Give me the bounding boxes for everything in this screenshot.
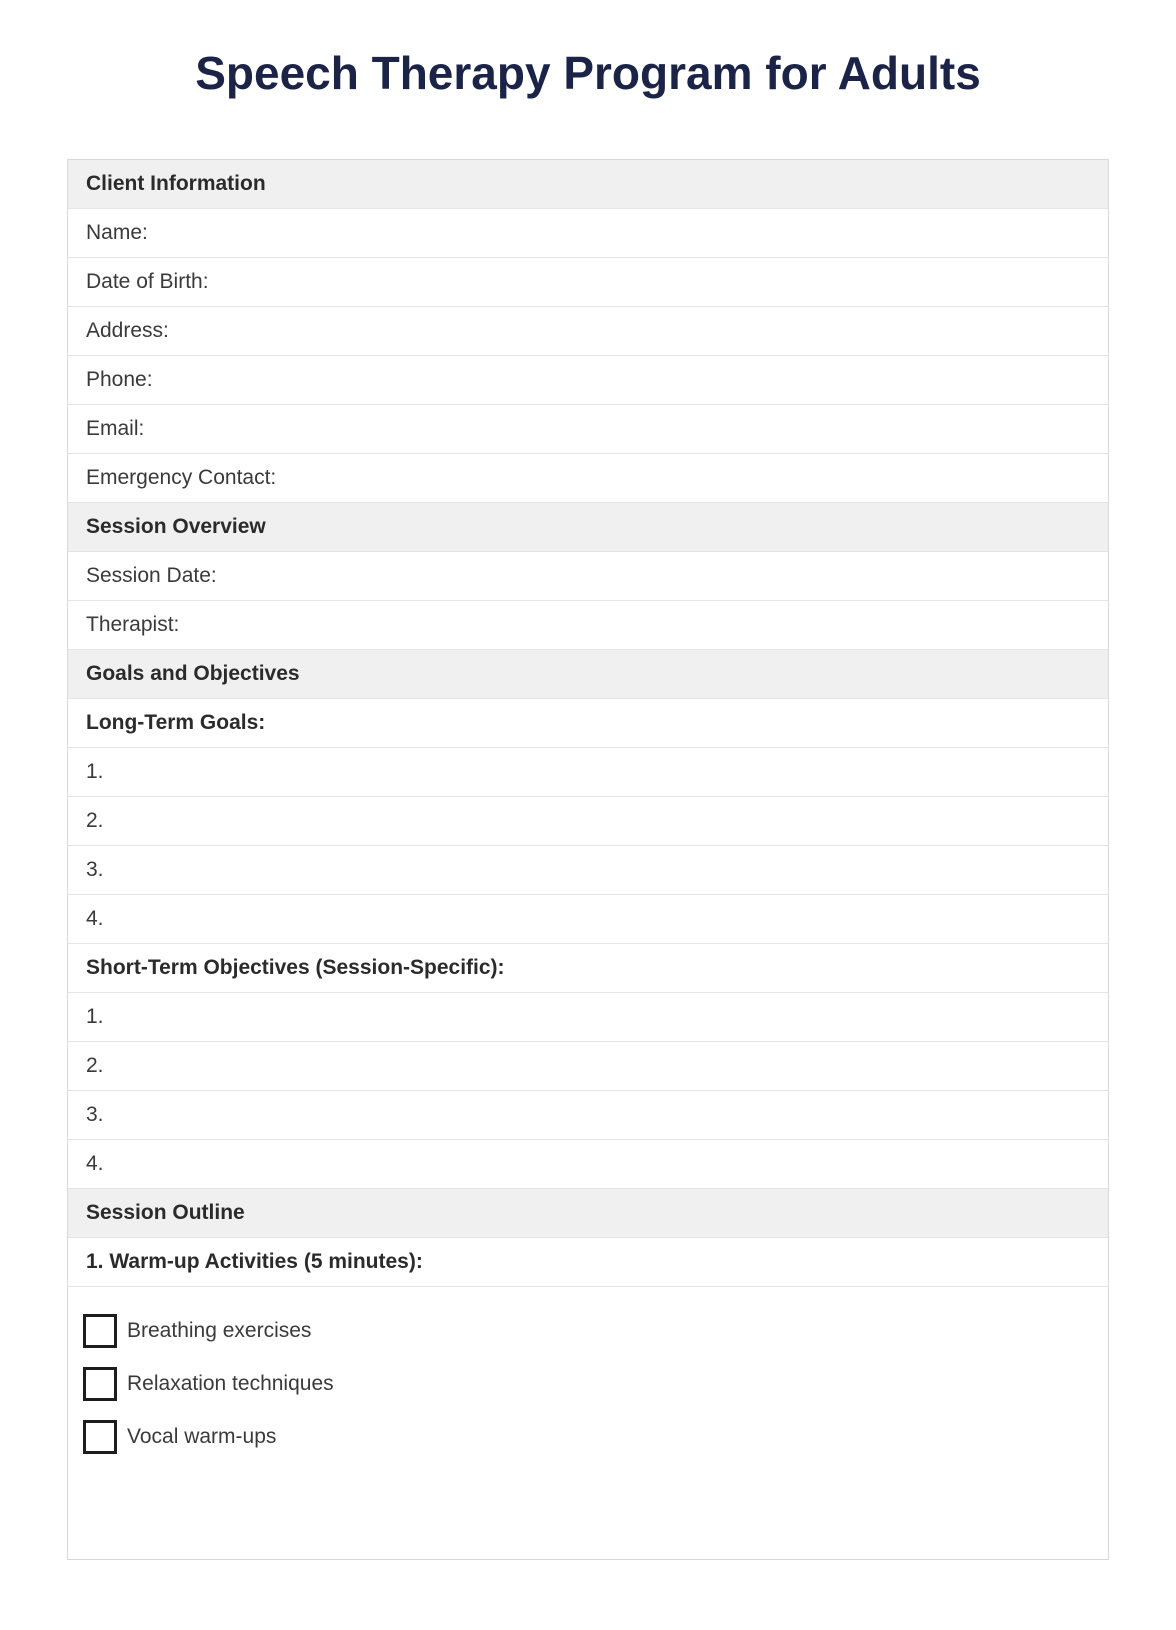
- section-header-session-outline: [68, 1189, 1108, 1238]
- field-row-1: [68, 748, 1108, 797]
- page-title: Speech Therapy Program for Adults: [195, 47, 981, 99]
- field-row-2: [68, 797, 1108, 846]
- row-label: Email:: [86, 417, 145, 440]
- checkbox-label: Vocal warm-ups: [127, 1425, 277, 1448]
- field-row-email: [68, 405, 1108, 454]
- row-label: Client Information: [86, 172, 266, 195]
- row-label: 4.: [86, 1152, 104, 1175]
- subsection-row-short-term-objectives-session-specific: [68, 944, 1108, 993]
- checklist-item-vocal-warm-ups: [83, 1420, 1090, 1454]
- field-row-emergency-contact: [68, 454, 1108, 503]
- row-label: 2.: [86, 1054, 104, 1077]
- row-label: Short-Term Objectives (Session-Specific):: [86, 956, 505, 979]
- row-label: Date of Birth:: [86, 270, 209, 293]
- form-rows: [68, 160, 1108, 1287]
- section-header-client-information: [68, 160, 1108, 209]
- checkbox-vocal-warm-ups[interactable]: [83, 1420, 117, 1454]
- row-label: 1. Warm-up Activities (5 minutes):: [86, 1250, 423, 1273]
- checkbox-label: Relaxation techniques: [127, 1372, 334, 1395]
- row-label: 4.: [86, 907, 104, 930]
- subsection-row-1-warm-up-activities-5-minutes: [68, 1238, 1108, 1287]
- field-row-2: [68, 1042, 1108, 1091]
- section-header-session-overview: [68, 503, 1108, 552]
- checklist-item-relaxation-techniques: [83, 1367, 1090, 1401]
- field-row-3: [68, 846, 1108, 895]
- field-row-address: [68, 307, 1108, 356]
- field-row-phone: [68, 356, 1108, 405]
- checkbox-breathing-exercises[interactable]: [83, 1314, 117, 1348]
- field-row-4: [68, 1140, 1108, 1189]
- row-label: Session Outline: [86, 1201, 245, 1224]
- row-label: 3.: [86, 1103, 104, 1126]
- row-label: 2.: [86, 809, 104, 832]
- document-page: [0, 44, 1176, 1560]
- row-label: Session Date:: [86, 564, 217, 587]
- field-row-therapist: [68, 601, 1108, 650]
- checklist-item-breathing-exercises: [83, 1314, 1090, 1348]
- checkbox-label: Breathing exercises: [127, 1319, 312, 1342]
- field-row-3: [68, 1091, 1108, 1140]
- row-label: Goals and Objectives: [86, 662, 300, 685]
- form-table: [67, 159, 1109, 1560]
- checkbox-relaxation-techniques[interactable]: [83, 1367, 117, 1401]
- section-header-goals-and-objectives: [68, 650, 1108, 699]
- subsection-row-long-term-goals: [68, 699, 1108, 748]
- row-label: Phone:: [86, 368, 153, 391]
- row-label: 1.: [86, 1005, 104, 1028]
- field-row-date-of-birth: [68, 258, 1108, 307]
- field-row-session-date: [68, 552, 1108, 601]
- field-row-1: [68, 993, 1108, 1042]
- row-label: Session Overview: [86, 515, 266, 538]
- field-row-4: [68, 895, 1108, 944]
- row-label: Emergency Contact:: [86, 466, 277, 489]
- row-label: Name:: [86, 221, 148, 244]
- row-label: Address:: [86, 319, 169, 342]
- row-label: Therapist:: [86, 613, 180, 636]
- row-label: Long-Term Goals:: [86, 711, 266, 734]
- row-label: 1.: [86, 760, 104, 783]
- warmup-checklist-cell: [68, 1287, 1108, 1559]
- field-row-name: [68, 209, 1108, 258]
- row-label: 3.: [86, 858, 104, 881]
